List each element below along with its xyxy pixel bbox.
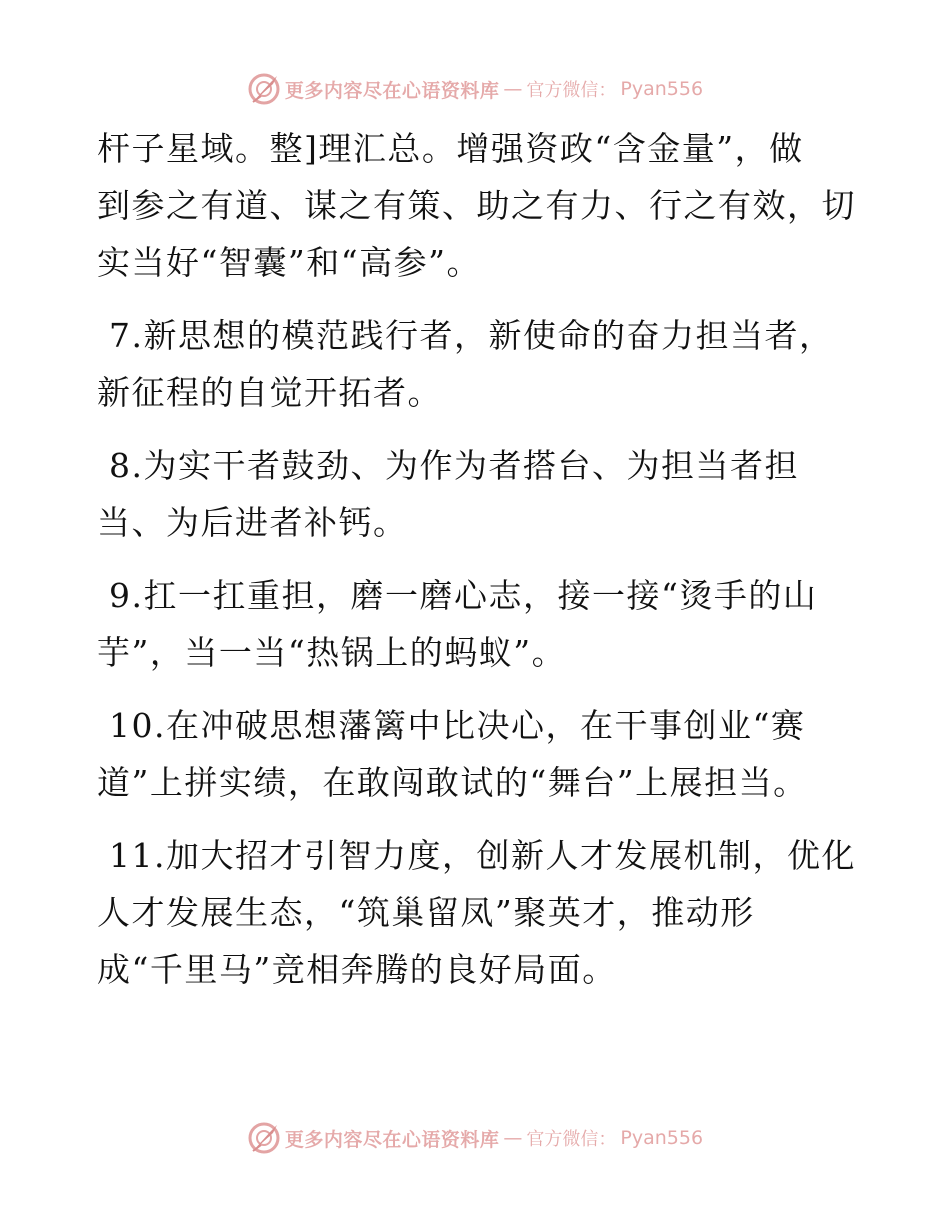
paragraph-item-10 [97,697,857,811]
quill-logo-icon [247,72,281,106]
paragraph-item-9 [97,567,857,681]
text-line: 芋”，当一当“热锅上的蚂蚁”。 [97,633,567,672]
item-number: 9. [109,576,144,615]
text-line: 为实干者鼓劲、为作为者搭台、为担当者担 [143,446,799,485]
watermark-wechat-id: Pyan556 [620,1127,704,1149]
item-number: 7. [109,316,144,355]
quill-logo-icon [247,1121,281,1155]
text-line: 人才发展生态，“筑巢留凤”聚英才，推动形 [97,893,755,932]
watermark-sub-text: 官方微信： [526,1129,617,1150]
watermark-sub-text: 官方微信： [526,80,617,101]
header-watermark [0,72,950,106]
text-line: 杆子星域。整]理汇总。增强资政“含金量”，做 [97,129,804,168]
text-line: 道”上拼实绩，在敢闯敢试的“舞台”上展担当。 [97,763,808,802]
text-line: 新征程的自觉开拓者。 [97,373,442,412]
watermark-wechat-id: Pyan556 [620,78,704,100]
paragraph-item-7 [97,307,857,421]
item-number: 11. [109,836,166,875]
text-line: 当、为后进者补钙。 [97,503,408,542]
text-line: 加大招才引智力度，创新人才发展机制，优化 [165,836,856,875]
watermark-main-text: 更多内容尽在心语资料库 [284,79,500,102]
text-line: 新思想的模范践行者，新使命的奋力担当者， [143,316,834,355]
watermark-separator: — [503,1127,523,1149]
document-body [97,120,857,998]
paragraph-continuation [97,120,857,291]
item-number: 10. [109,706,166,745]
watermark-separator: — [503,78,523,100]
watermark-main-text: 更多内容尽在心语资料库 [284,1128,500,1151]
text-line: 实当好“智囊”和“高参”。 [97,243,481,282]
paragraph-item-8 [97,437,857,551]
text-line: 到参之有道、谋之有策、助之有力、行之有效，切 [97,186,856,225]
text-line: 扛一扛重担，磨一磨心志，接一接“烫手的山 [143,576,818,615]
text-line: 在冲破思想藩篱中比决心，在干事创业“赛 [165,706,806,745]
text-line: 成“千里马”竞相奔腾的良好局面。 [97,950,617,989]
paragraph-item-11 [97,827,857,998]
footer-watermark [0,1121,950,1155]
item-number: 8. [109,446,144,485]
